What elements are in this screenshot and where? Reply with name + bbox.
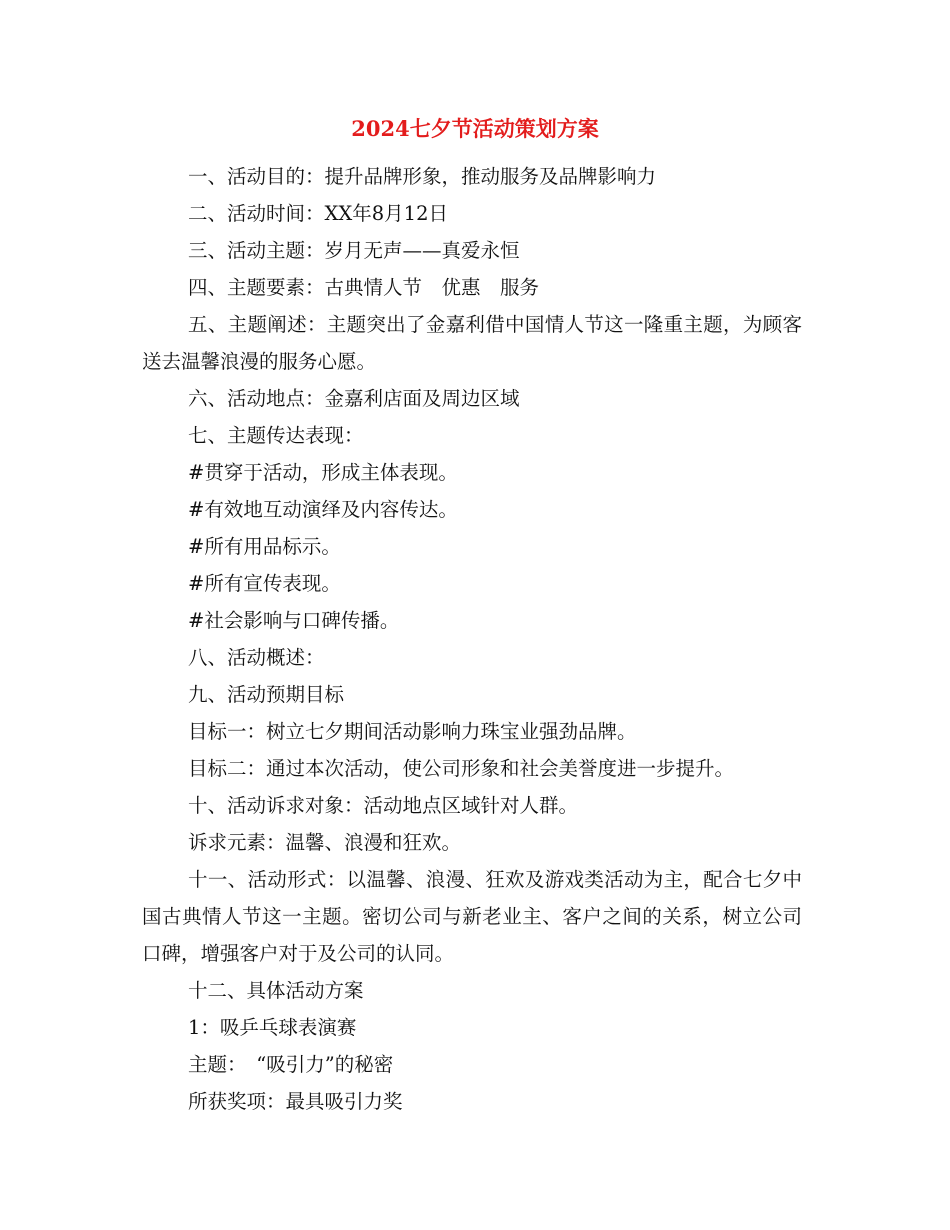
paragraph-appeal-elements: 诉求元素：温馨、浪漫和狂欢。 bbox=[188, 831, 462, 854]
paragraph-activity-format: 十一、活动形式：以温馨、浪漫、狂欢及游戏类活动为主，配合七夕中国古典情人节这一主题。密切公司与新老业主、客户之间的关系，树立公司口碑，增强客户对于及公司的认同。 bbox=[142, 868, 802, 965]
paragraph-activity-plan: 十二、具体活动方案 bbox=[188, 979, 364, 1002]
paragraph-location: 六、活动地点：金嘉利店面及周边区域 bbox=[188, 387, 520, 410]
document-body bbox=[142, 158, 802, 1120]
paragraph-goal-two: 目标二：通过本次活动，使公司形象和社会美誉度进一步提升。 bbox=[188, 757, 735, 780]
paragraph-time: 二、活动时间：XX年8月12日 bbox=[188, 202, 448, 225]
list-item: #所有宣传表现。 bbox=[188, 572, 341, 595]
paragraph-show-theme: 主题： “吸引力”的秘密 bbox=[188, 1053, 394, 1076]
paragraph-pingpong-show: 1：吸乒乓球表演赛 bbox=[188, 1016, 357, 1039]
paragraph-theme-elements: 四、主题要素：古典情人节 优惠 服务 bbox=[188, 276, 540, 299]
paragraph-objective: 一、活动目的：提升品牌形象，推动服务及品牌影响力 bbox=[188, 165, 657, 188]
paragraph-goal-one: 目标一：树立七夕期间活动影响力珠宝业强劲品牌。 bbox=[188, 720, 637, 743]
paragraph-goals: 九、活动预期目标 bbox=[188, 683, 345, 706]
list-item: #社会影响与口碑传播。 bbox=[188, 609, 400, 632]
paragraph-theme-expression: 七、主题传达表现： bbox=[188, 424, 364, 447]
list-item: #有效地互动演绎及内容传达。 bbox=[188, 498, 458, 521]
paragraph-overview: 八、活动概述： bbox=[188, 646, 325, 669]
list-item: #所有用品标示。 bbox=[188, 535, 341, 558]
paragraph-theme: 三、活动主题：岁月无声——真爱永恒 bbox=[188, 239, 520, 262]
document-title: 2024七夕节活动策划方案 bbox=[351, 116, 599, 141]
paragraph-theme-statement: 五、主题阐述：主题突出了金嘉利借中国情人节这一隆重主题，为顾客送去温馨浪漫的服务心愿。 bbox=[142, 313, 802, 373]
list-item: #贯穿于活动，形成主体表现。 bbox=[188, 461, 458, 484]
paragraph-target-audience: 十、活动诉求对象：活动地点区域针对人群。 bbox=[188, 794, 579, 817]
paragraph-award: 所获奖项：最具吸引力奖 bbox=[188, 1090, 403, 1113]
